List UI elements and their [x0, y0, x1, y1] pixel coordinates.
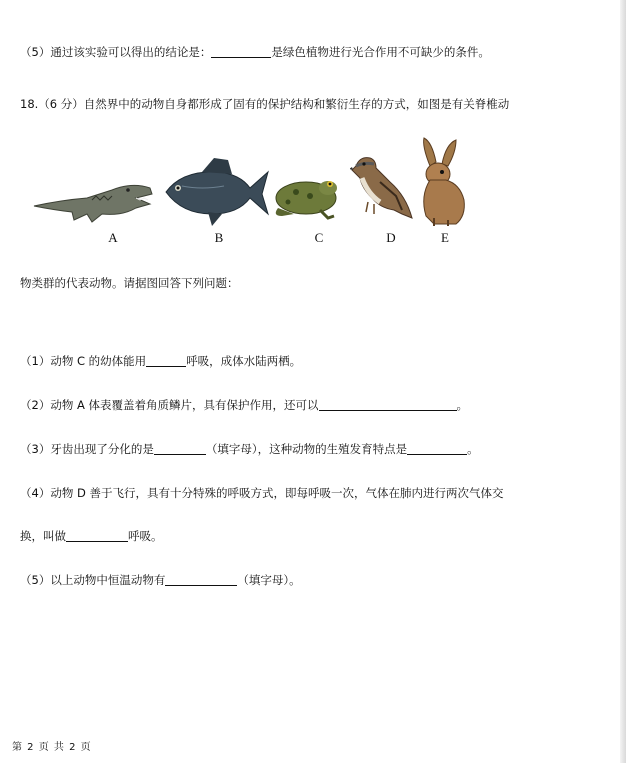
q18-part2-suffix: 。 [456, 398, 468, 412]
figure-label-a: A [108, 230, 118, 245]
answer-blank[interactable] [407, 442, 467, 455]
q18-part5 [20, 573, 301, 587]
q18-part3-suffix: 。 [467, 442, 479, 456]
q18-part1a-prefix: （1）动物 C 的幼体能用 [20, 354, 147, 368]
q18-intro-cont: 物类群的代表动物。请据图回答下列问题： [20, 276, 239, 290]
answer-blank[interactable] [66, 529, 128, 542]
q18-part4-line2 [20, 529, 163, 543]
answer-blank[interactable] [154, 442, 206, 455]
crocodile-icon [32, 170, 154, 224]
q18-part3-middle: （填字母），这种动物的生殖发育特点是 [205, 442, 408, 456]
q18-part5-suffix: （填字母）。 [237, 573, 301, 587]
sparrow-icon [350, 152, 414, 230]
q18-part2-prefix: （2）动物 A 体表覆盖着角质鳞片，具有保护作用，还可以 [20, 398, 319, 412]
q17-part5-suffix: 是绿色植物进行光合作用不可缺少的条件。 [271, 45, 490, 59]
q18-intro: 18.（6 分）自然界中的动物自身都形成了固有的保护结构和繁衍生存的方式，如图是有关脊椎动 [20, 97, 510, 111]
frog-icon [270, 170, 342, 220]
figure-label-e: E [441, 230, 449, 245]
rabbit-icon [416, 136, 474, 228]
answer-blank[interactable] [165, 573, 237, 586]
figure-label-c: C [314, 230, 324, 245]
answer-blank[interactable] [146, 354, 186, 367]
q18-part1a [20, 354, 301, 368]
q18-part1a-suffix: 呼吸，成体水陆两栖。 [186, 354, 302, 368]
q18-part5-prefix: （5）以上动物中恒温动物有 [20, 573, 166, 587]
q18-part3 [20, 442, 479, 456]
q17-part5 [20, 45, 490, 59]
q18-part4-line1: （4）动物 D 善于飞行，具有十分特殊的呼吸方式，即每呼吸一次，气体在肺内进行两次气体交 [20, 486, 504, 500]
q18-part4-prefix: 换，叫做 [20, 529, 66, 543]
q17-part5-prefix: （5）通过该实验可以得出的结论是： [20, 45, 212, 59]
fish-icon [162, 156, 272, 228]
page-footer: 第 2 页 共 2 页 [12, 742, 92, 753]
vertebrate-figure [30, 132, 480, 250]
page-edge-shadow [620, 0, 626, 763]
q18-part4-suffix: 呼吸。 [128, 529, 163, 543]
figure-label-b: B [214, 230, 224, 245]
answer-blank[interactable] [211, 45, 271, 58]
q18-part3-prefix: （3）牙齿出现了分化的是 [20, 442, 154, 456]
q18-part2 [20, 398, 468, 412]
answer-blank[interactable] [319, 398, 457, 411]
figure-label-d: D [386, 230, 396, 245]
